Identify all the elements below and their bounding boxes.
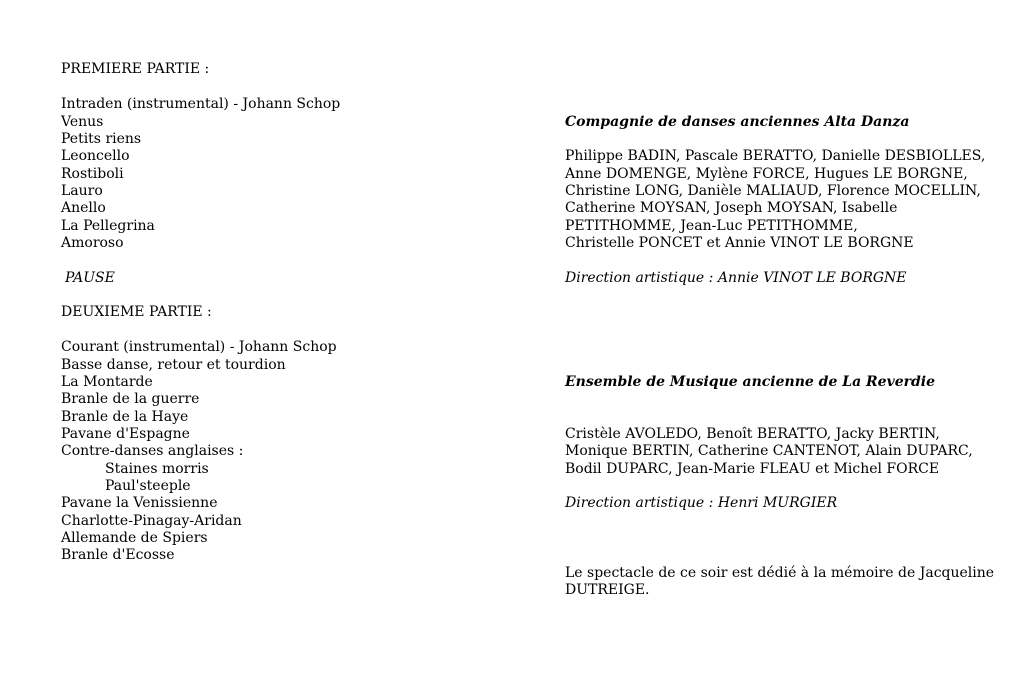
part2-item: Contre-danses anglaises : xyxy=(61,443,244,459)
part2-item: Basse danse, retour et tourdion xyxy=(61,356,286,373)
ensemble-members-line: Monique BERTIN, Catherine CANTENOT, Alain DUPARC, xyxy=(565,443,973,459)
part2-item: Branle de la Haye xyxy=(61,408,189,425)
part2-item: Pavane d'Espagne xyxy=(61,426,190,442)
part2-subitem: Staines morris xyxy=(105,460,209,477)
part2-item: Branle d'Ecosse xyxy=(61,547,175,563)
ensemble-title: Ensemble de Musique ancienne de La Reverdie xyxy=(565,374,936,390)
ensemble-members-line: Cristèle AVOLEDO, Benoît BERATTO, Jacky BERTIN, xyxy=(565,426,940,442)
company-title: Compagnie de danses anciennes Alta Danza xyxy=(565,114,910,130)
company-members-line: Philippe BADIN, Pascale BERATTO, Danielle DESBIOLLES, xyxy=(565,148,986,164)
company-members-line: Christelle PONCET et Annie VINOT LE BORGNE xyxy=(565,235,914,251)
part1-item: Anello xyxy=(61,200,106,216)
ensemble-direction: Direction artistique : Henri MURGIER xyxy=(565,495,838,511)
company-members-line: PETITHOMME, Jean-Luc PETITHOMME, xyxy=(565,217,858,234)
company-members-line: Catherine MOYSAN, Joseph MOYSAN, Isabelle xyxy=(565,200,898,216)
part2-item: Allemande de Spiers xyxy=(61,530,208,546)
company-members-line: Christine LONG, Danièle MALIAUD, Florence MOCELLIN, xyxy=(565,183,981,199)
part1-item: Intraden (instrumental) - Johann Schop xyxy=(61,96,341,112)
part2-item: Pavane la Venissienne xyxy=(61,495,218,511)
part1-item: Rostiboli xyxy=(61,165,124,182)
part1-item: Amoroso xyxy=(61,235,124,251)
dedication-line: DUTREIGE. xyxy=(565,582,650,598)
part1-item: Petits riens xyxy=(61,131,142,147)
dedication-line: Le spectacle de ce soir est dédié à la mémoire de Jacqueline xyxy=(565,565,995,581)
part1-item: La Pellegrina xyxy=(61,217,155,234)
part2-item: Branle de la guerre xyxy=(61,391,200,407)
part2-item: La Montarde xyxy=(61,374,153,390)
part1-item: Leoncello xyxy=(61,148,130,164)
part2-item: Charlotte-Pinagay-Aridan xyxy=(61,512,242,529)
part1-item: Venus xyxy=(61,113,104,130)
company-members-line: Anne DOMENGE, Mylène FORCE, Hugues LE BORGNE, xyxy=(565,165,968,182)
ensemble-members-line: Bodil DUPARC, Jean-Marie FLEAU et Michel FORCE xyxy=(565,460,940,477)
part1-heading: PREMIERE PARTIE : xyxy=(61,61,210,77)
pause-label: PAUSE xyxy=(65,269,115,286)
company-direction: Direction artistique : Annie VINOT LE BORGNE xyxy=(565,269,907,286)
part1-item: Lauro xyxy=(61,183,103,199)
part2-subitem: Paul'steeple xyxy=(105,478,191,494)
part2-heading: DEUXIEME PARTIE : xyxy=(61,304,212,320)
part2-item: Courant (instrumental) - Johann Schop xyxy=(61,339,337,355)
